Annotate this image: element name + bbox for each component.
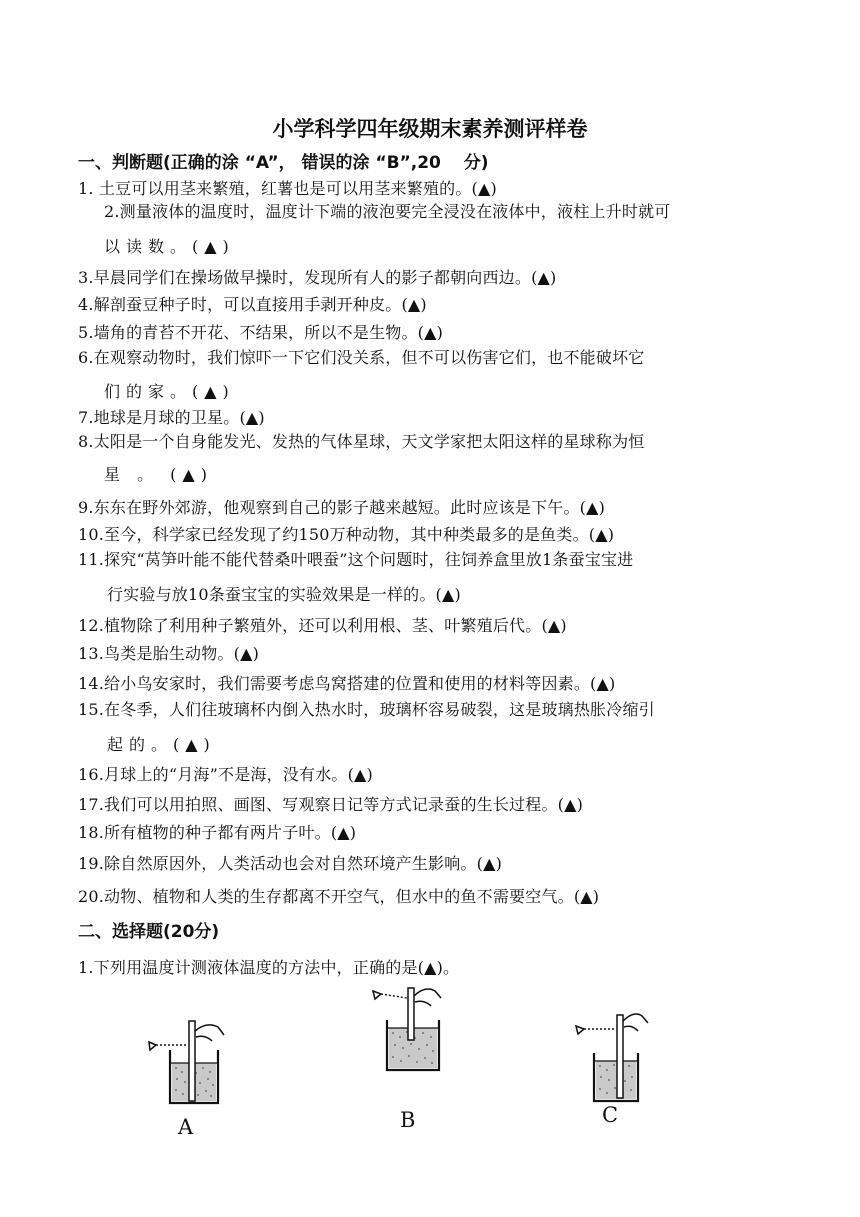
question-18: 18.所有植物的种子都有两片子叶。(▲) — [78, 823, 357, 842]
question-8-line-2: 星 。 (▲) — [104, 465, 213, 484]
question-19: 19.除自然原因外，人类活动也会对自然环境产生影响。(▲) — [78, 854, 503, 873]
question-14: 14.给小鸟安家时，我们需要考虑鸟窝搭建的位置和使用的材料等因素。(▲) — [78, 674, 616, 693]
thermometer-beaker-figure-c — [570, 1005, 660, 1105]
figure-a-label: A — [178, 1115, 194, 1139]
question-10: 10.至今，科学家已经发现了约150万种动物，其中种类最多的是鱼类。(▲) — [78, 525, 615, 544]
question-12: 12.植物除了利用种子繁殖外，还可以利用根、茎、叶繁殖后代。(▲) — [78, 616, 567, 635]
question-20: 20.动物、植物和人类的生存都离不开空气，但水中的鱼不需要空气。(▲) — [78, 887, 600, 906]
figure-c-label: C — [602, 1103, 619, 1127]
question-3: 3.早晨同学们在操场做早操时，发现所有人的影子都朝向西边。(▲) — [78, 268, 557, 287]
question-5: 5.墙角的青苔不开花、不结果，所以不是生物。(▲) — [78, 323, 444, 342]
question-8-line-1: 8.太阳是一个自身能发光、发热的气体星球，天文学家把太阳这样的星球称为恒 — [78, 432, 645, 451]
question-11-line-2: 行实验与放10条蚕宝宝的实验效果是一样的。(▲) — [107, 585, 461, 604]
question-1: 1. 土豆可以用茎来繁殖，红薯也是可以用茎来繁殖的。(▲) — [78, 179, 497, 198]
question-13: 13.鸟类是胎生动物。(▲) — [78, 644, 260, 663]
section-2-header: 二、选择题(20分) — [78, 922, 220, 942]
page-title: 小学科学四年级期末素养测评样卷 — [272, 117, 588, 141]
question-7: 7.地球是月球的卫星。(▲) — [78, 408, 265, 427]
question-9: 9.东东在野外郊游，他观察到自己的影子越来越短。此时应该是下午。(▲) — [78, 498, 606, 517]
question-6-line-2: 们的家。(▲) — [104, 382, 235, 401]
thermometer-beaker-figure-a — [140, 1015, 235, 1110]
question-17: 17.我们可以用拍照、画图、写观察日记等方式记录蚕的生长过程。(▲) — [78, 795, 584, 814]
question-2-line-1: 2.测量液体的温度时，温度计下端的液泡要完全浸没在液体中，液柱上升时就可 — [104, 202, 671, 221]
question-2-line-2: 以读数。(▲) — [104, 237, 235, 256]
thermometer-beaker-figure-b — [365, 980, 460, 1080]
choice-question-1: 1.下列用温度计测液体温度的方法中，正确的是(▲)。 — [78, 958, 460, 977]
section-1-header: 一、判断题(正确的涂 “A”， 错误的涂 “B”,20 分) — [78, 153, 489, 173]
question-15-line-1: 15.在冬季，人们往玻璃杯内倒入热水时，玻璃杯容易破裂，这是玻璃热胀冷缩引 — [78, 700, 655, 719]
question-6-line-1: 6.在观察动物时，我们惊吓一下它们没关系，但不可以伤害它们，也不能破坏它 — [78, 348, 645, 367]
question-4: 4.解剖蚕豆种子时，可以直接用手剥开种皮。(▲) — [78, 295, 427, 314]
question-15-line-2: 起的。(▲) — [107, 735, 216, 754]
question-11-line-1: 11.探究“莴笋叶能不能代替桑叶喂蚕”这个问题时，往饲养盒里放1条蚕宝宝进 — [78, 550, 634, 569]
question-16: 16.月球上的“月海”不是海，没有水。(▲) — [78, 765, 373, 784]
figure-b-label: B — [400, 1108, 416, 1132]
